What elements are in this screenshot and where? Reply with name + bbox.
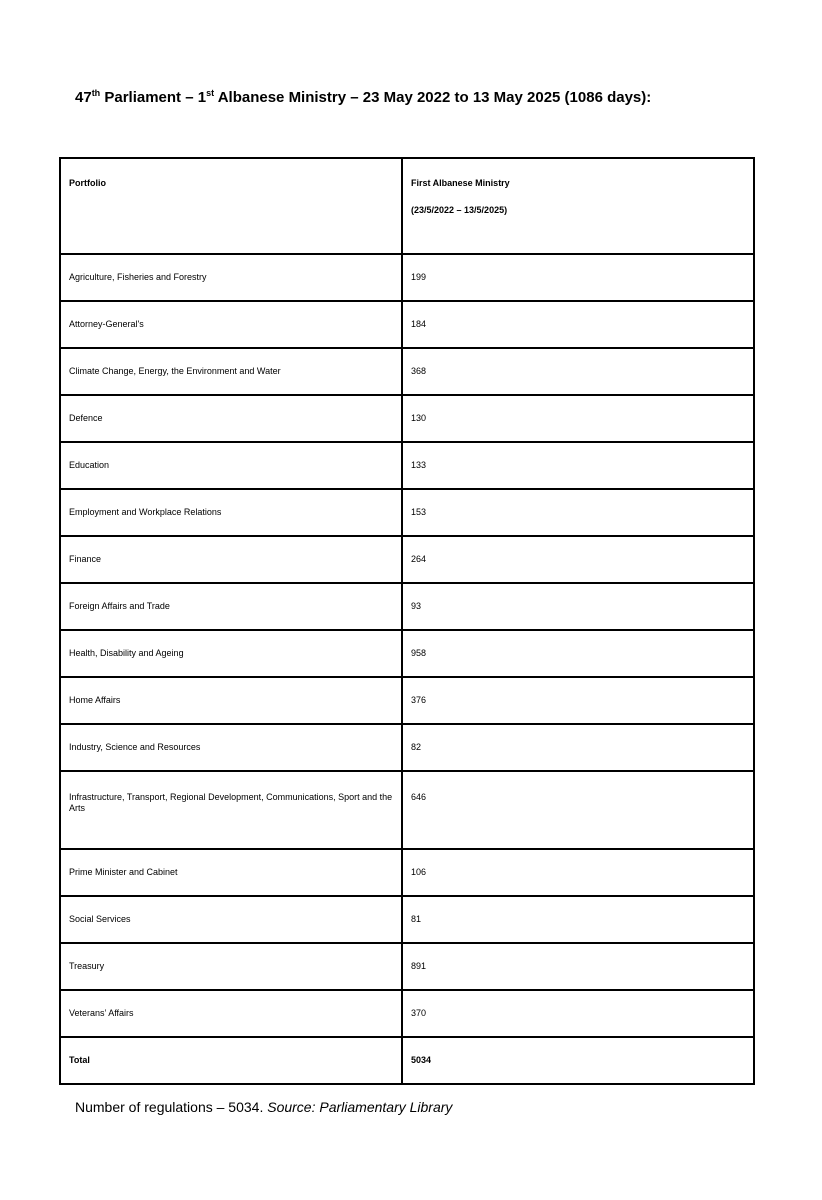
- table-row: [60, 536, 754, 583]
- row-portfolio: Foreign Affairs and Trade: [60, 583, 402, 630]
- row-value: 130: [402, 395, 754, 442]
- table-row: [60, 489, 754, 536]
- row-portfolio: Climate Change, Energy, the Environment and Water: [60, 348, 402, 395]
- row-portfolio: Health, Disability and Ageing: [60, 630, 402, 677]
- row-value: 199: [402, 254, 754, 301]
- header-ministry-label: First Albanese Ministry: [411, 178, 510, 188]
- page-title: [75, 89, 775, 106]
- table-row: [60, 254, 754, 301]
- footnote-source: Source: Parliamentary Library: [267, 1099, 453, 1115]
- header-portfolio: Portfolio: [60, 158, 402, 254]
- footnote: [75, 1099, 452, 1115]
- row-value: 153: [402, 489, 754, 536]
- row-portfolio: Attorney-General's: [60, 301, 402, 348]
- title-part-2: Parliament – 1: [100, 89, 207, 106]
- row-portfolio: Defence: [60, 395, 402, 442]
- table-row: [60, 896, 754, 943]
- row-value: 370: [402, 990, 754, 1037]
- title-superscript-2: st: [206, 88, 215, 98]
- row-value: 184: [402, 301, 754, 348]
- row-value: 264: [402, 536, 754, 583]
- row-portfolio: Veterans’ Affairs: [60, 990, 402, 1037]
- total-label: Total: [60, 1037, 402, 1084]
- row-value: 376: [402, 677, 754, 724]
- table-row: [60, 849, 754, 896]
- row-value: 82: [402, 724, 754, 771]
- row-portfolio: Social Services: [60, 896, 402, 943]
- row-portfolio: Infrastructure, Transport, Regional Development, Communications, Sport and the Arts: [60, 771, 402, 849]
- table-row: [60, 301, 754, 348]
- row-value: 81: [402, 896, 754, 943]
- row-portfolio: Prime Minister and Cabinet: [60, 849, 402, 896]
- row-value: 646: [402, 771, 754, 849]
- regulations-table: [59, 157, 755, 1085]
- table-row: [60, 583, 754, 630]
- table-row: [60, 771, 754, 849]
- row-value: 133: [402, 442, 754, 489]
- total-value: 5034: [402, 1037, 754, 1084]
- row-portfolio: Education: [60, 442, 402, 489]
- table-row: [60, 442, 754, 489]
- table-row: [60, 630, 754, 677]
- title-part-1: 47: [75, 89, 92, 106]
- table-row: [60, 990, 754, 1037]
- title-superscript-1: th: [91, 88, 101, 98]
- row-portfolio: Finance: [60, 536, 402, 583]
- row-portfolio: Agriculture, Fisheries and Forestry: [60, 254, 402, 301]
- table-row: [60, 943, 754, 990]
- table-total-row: [60, 1037, 754, 1084]
- row-value: 106: [402, 849, 754, 896]
- table-row: [60, 724, 754, 771]
- row-value: 93: [402, 583, 754, 630]
- table-row: [60, 395, 754, 442]
- row-portfolio: Industry, Science and Resources: [60, 724, 402, 771]
- table-row: [60, 677, 754, 724]
- row-portfolio: Treasury: [60, 943, 402, 990]
- footnote-text: Number of regulations – 5034.: [75, 1099, 268, 1115]
- header-ministry-dates: (23/5/2022 – 13/5/2025): [411, 205, 508, 215]
- row-value: 368: [402, 348, 754, 395]
- row-value: 891: [402, 943, 754, 990]
- title-part-3: Albanese Ministry – 23 May 2022 to 13 May 2025 (1086 days):: [214, 89, 652, 106]
- row-value: 958: [402, 630, 754, 677]
- row-portfolio: Employment and Workplace Relations: [60, 489, 402, 536]
- table-header-row: [60, 158, 754, 254]
- table-row: [60, 348, 754, 395]
- header-ministry: [402, 158, 754, 254]
- row-portfolio: Home Affairs: [60, 677, 402, 724]
